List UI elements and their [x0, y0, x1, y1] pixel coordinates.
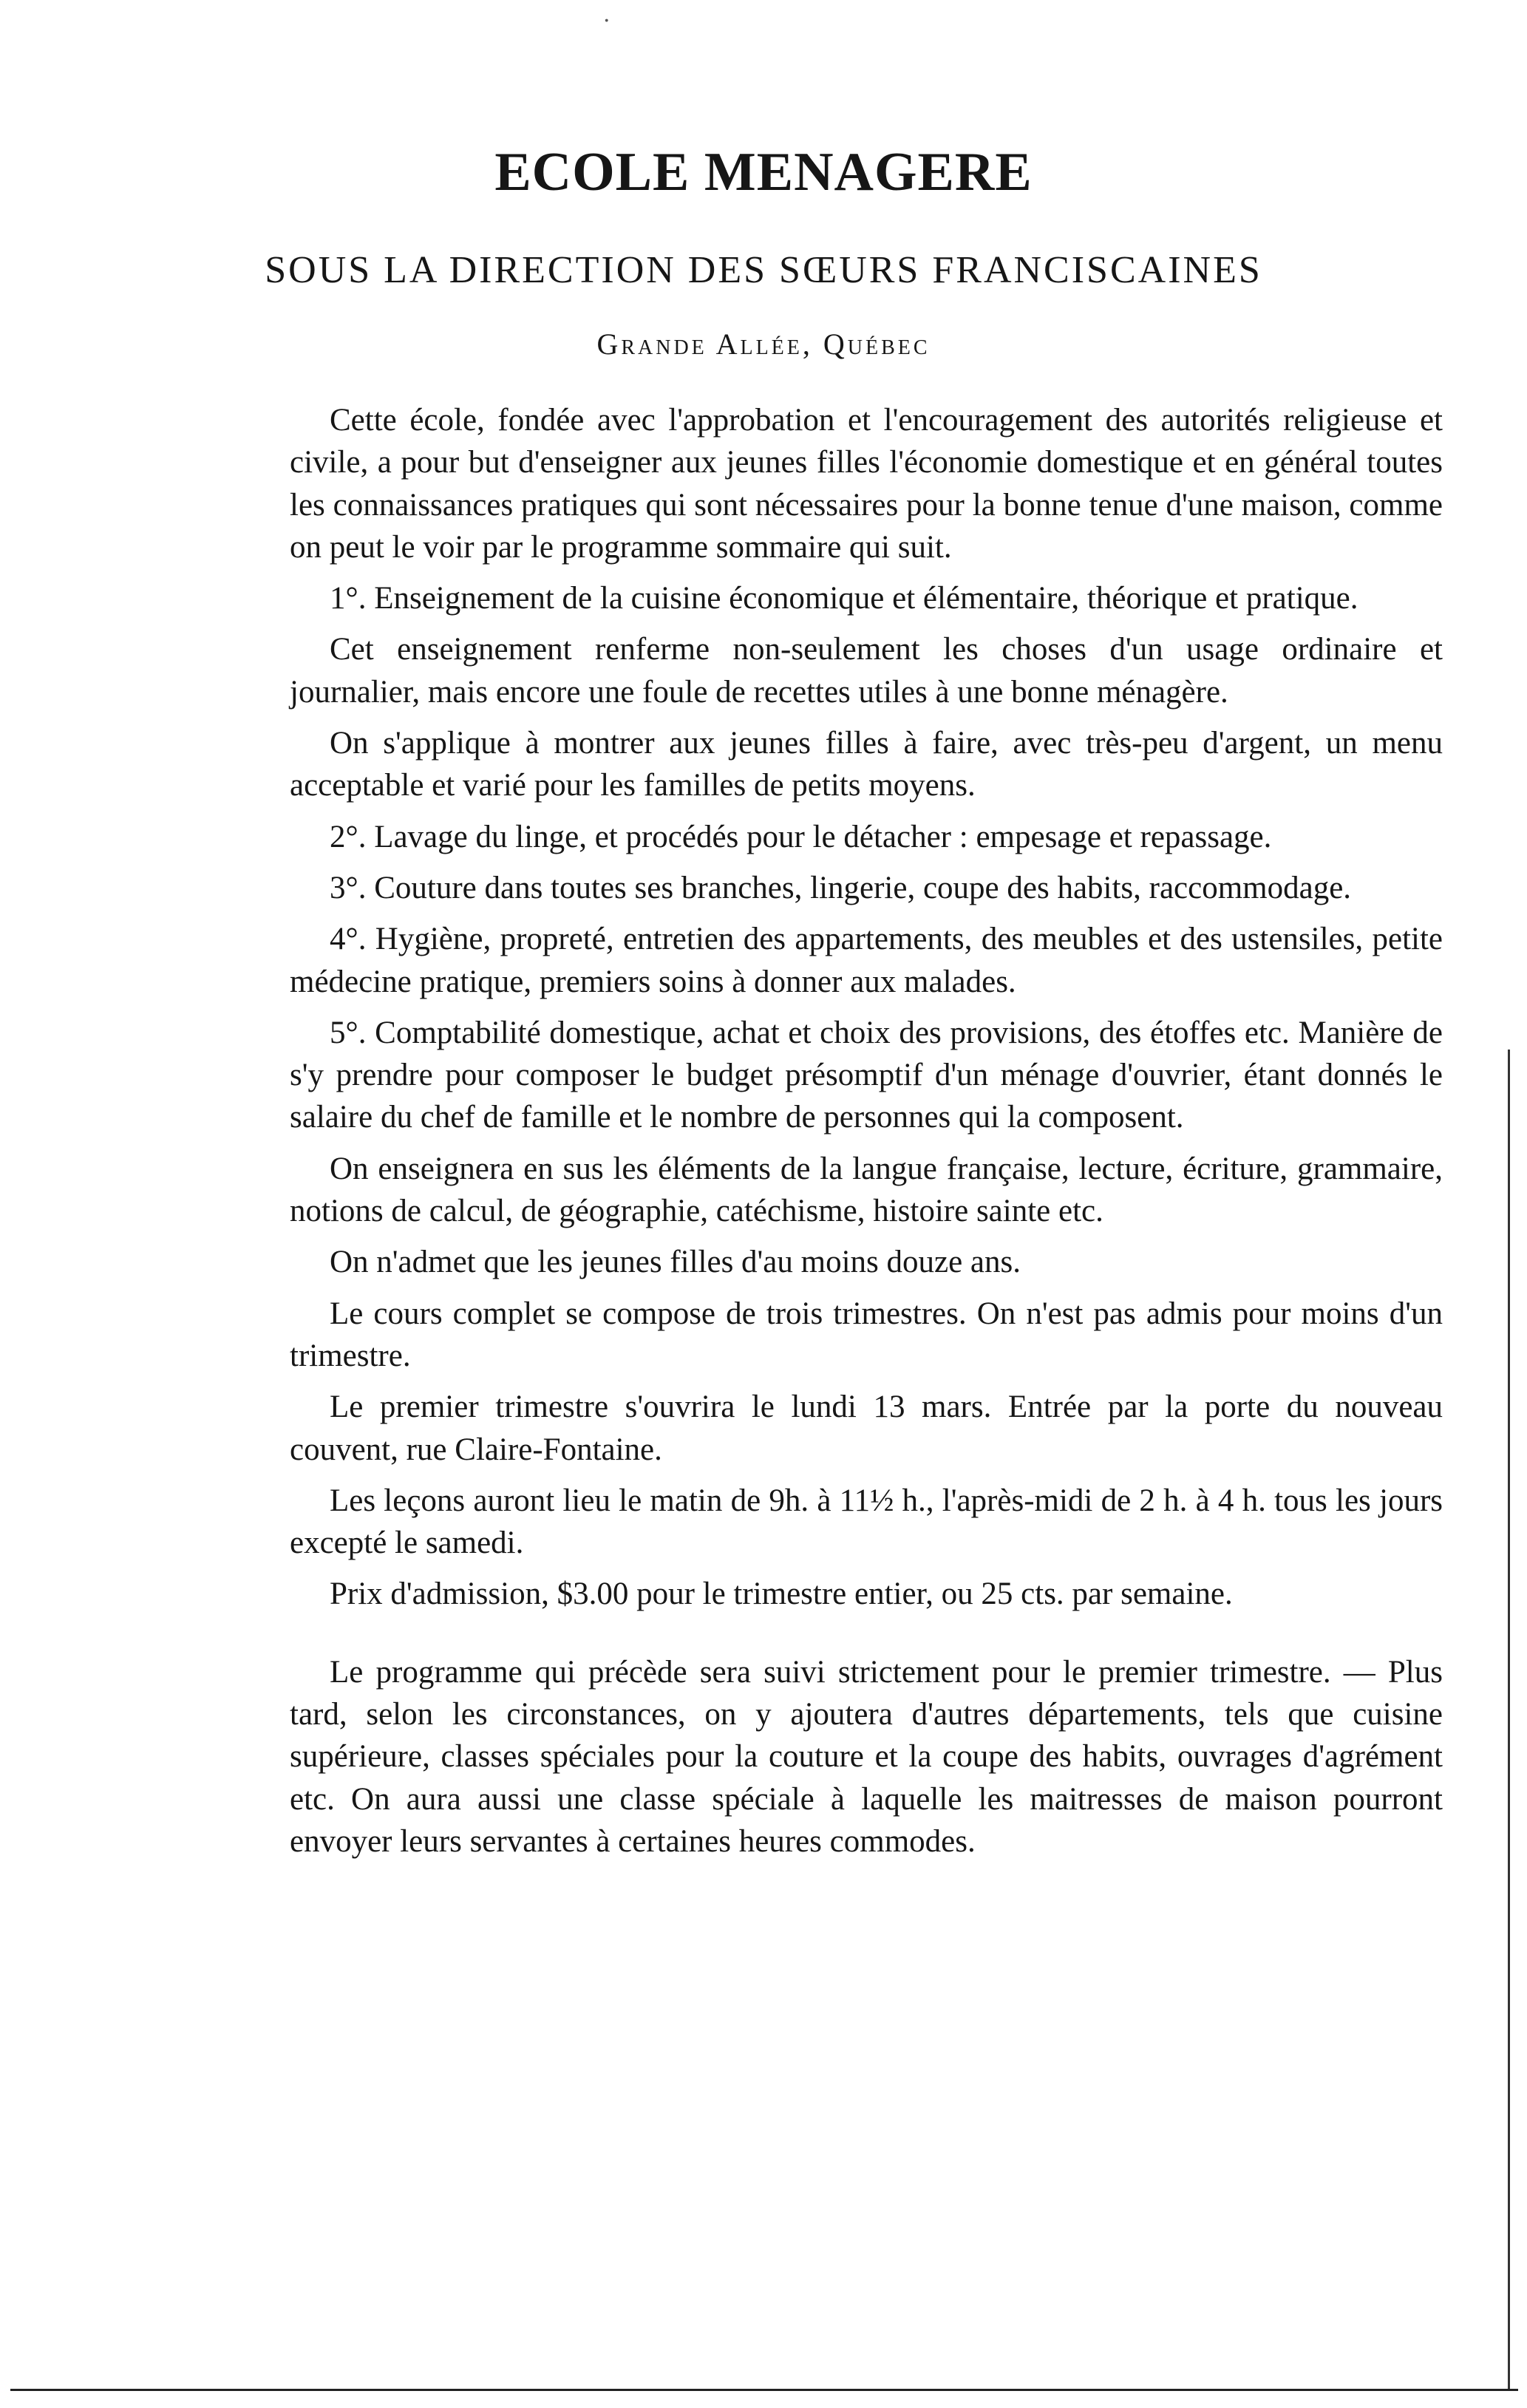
- paragraph-age-requirement: On n'admet que les jeunes filles d'au moins douze ans.: [330, 1245, 1021, 1280]
- paragraph-item-5: 5°. Comptabilité domestique, achat et choix des provisions, des étoffes etc. Manière de s'y prendre pour composer le budget présomptif d'un ménage d'ouvrier, étant donnés le salaire du chef de famille et le nombre de personnes qui la composent.: [290, 1015, 1443, 1135]
- page-edge-bottom: [10, 2389, 1518, 2391]
- paragraph-item-3: 3°. Couture dans toutes ses branches, lingerie, coupe des habits, raccommodage.: [330, 870, 1352, 905]
- paragraph-closing: Le programme qui précède sera suivi strictement pour le premier trimestre. — Plus tard, selon les circonstances, on y ajoutera d'autres départements, tels que cuisine supérieure, classes spéciales pour la couture et la coupe des habits, ouvrages d'agrément etc. On aura aussi une classe spéciale à laquelle les maitresses de maison pourront envoyer leurs servantes à certaines heures commodes.: [290, 1654, 1443, 1859]
- page-subtitle: SOUS LA DIRECTION DES SŒURS FRANCISCAINES: [265, 249, 1262, 291]
- location-line: Grande Allée, Québec: [596, 327, 931, 361]
- paragraph-item-1-detail: Cet enseignement renferme non-seulement les choses d'un usage ordinaire et journalier, mais encore une foule de recettes utiles à une bonne ménagère.: [290, 632, 1443, 710]
- document-body: [290, 399, 1443, 1871]
- paragraph-item-1: 1°. Enseignement de la cuisine économique et élémentaire, théorique et pratique.: [330, 581, 1358, 616]
- paragraph-schedule: Les leçons auront lieu le matin de 9h. à 11½ h., l'après-midi de 2 h. à 4 h. tous les jours excepté le samedi.: [290, 1483, 1443, 1561]
- paragraph-additional-subjects: On enseignera en sus les éléments de la langue française, lecture, écriture, grammaire, notions de calcul, de géographie, catéchisme, histoire sainte etc.: [290, 1151, 1443, 1229]
- paragraph-item-1-menu: On s'applique à montrer aux jeunes filles à faire, avec très-peu d'argent, un menu acceptable et varié pour les familles de petits moyens.: [290, 726, 1443, 803]
- paragraph-course-length: Le cours complet se compose de trois trimestres. On n'est pas admis pour moins d'un trimestre.: [290, 1296, 1443, 1373]
- paragraph-item-4: 4°. Hygiène, propreté, entretien des appartements, des meubles et des ustensiles, petite médecine pratique, premiers soins à donner aux malades.: [290, 922, 1443, 999]
- page-title: ECOLE MENAGERE: [494, 142, 1033, 203]
- page-edge-right: [1508, 1050, 1510, 2390]
- scan-speck: ·: [603, 8, 611, 34]
- paragraph-price: Prix d'admission, $3.00 pour le trimestre entier, ou 25 cts. par semaine.: [330, 1577, 1233, 1612]
- paragraph-start-date: Le premier trimestre s'ouvrira le lundi 13 mars. Entrée par la porte du nouveau couvent, rue Claire-Fontaine.: [290, 1390, 1443, 1467]
- paragraph-intro: Cette école, fondée avec l'approbation et l'encouragement des autorités religieuse et civile, a pour but d'enseigner aux jeunes filles l'économie domestique et en général toutes les connaissances pratiques qui sont nécessaires pour la bonne tenue d'une maison, comme on peut le voir par le programme sommaire qui suit.: [290, 403, 1443, 565]
- paragraph-item-2: 2°. Lavage du linge, et procédés pour le détacher : empesage et repassage.: [330, 819, 1272, 854]
